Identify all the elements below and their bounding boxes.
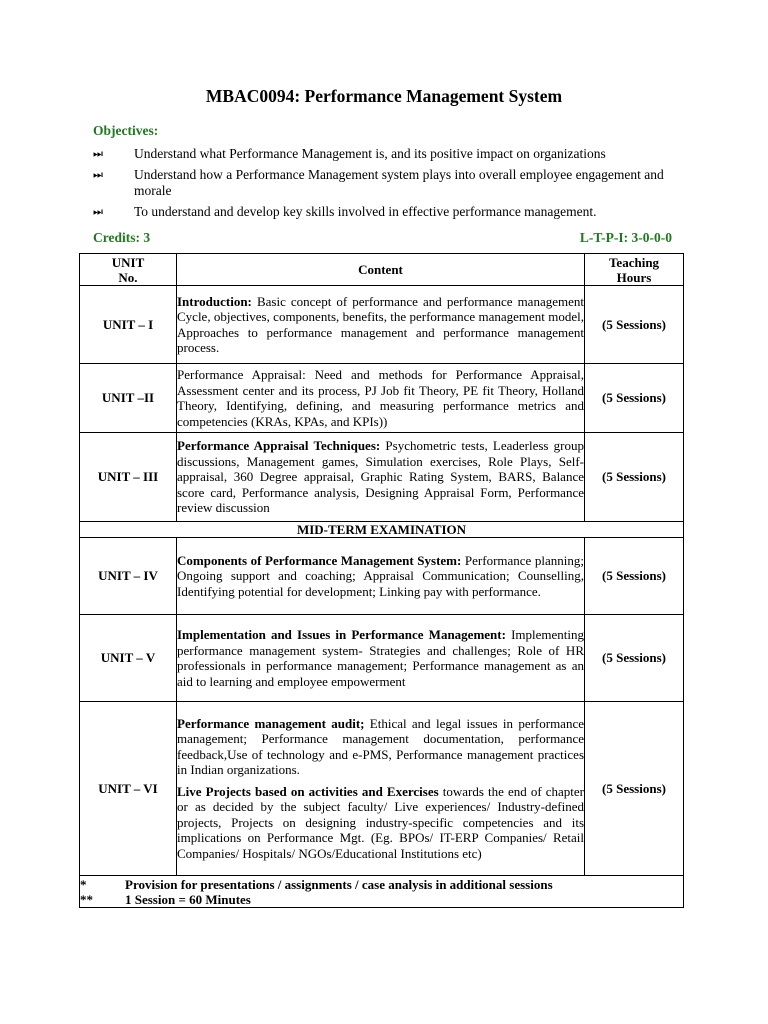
unit-hours: (5 Sessions) — [585, 702, 684, 876]
table-row — [80, 702, 684, 876]
midterm-label: MID-TERM EXAMINATION — [80, 522, 684, 538]
header-unit: UNIT No. — [80, 254, 177, 286]
table-row — [80, 286, 684, 364]
objectives-heading: Objectives: — [93, 123, 159, 138]
note-item: * Provision for presentations / assignments / case analysis in additional sessions — [80, 876, 553, 892]
unit-hours: (5 Sessions) — [585, 538, 684, 615]
midterm-row — [80, 522, 684, 538]
unit-label: UNIT –II — [80, 364, 177, 433]
objective-text: Understand how a Performance Management system plays into overall employee engagement and morale — [134, 167, 664, 198]
objective-item — [93, 204, 683, 220]
unit-label: UNIT – V — [80, 615, 177, 702]
unit-content: Performance management audit; Ethical and legal issues in performance management; Performance management documentation, performance feedback,Use of technology and e-PMS, Performance management practices in Indian organizations. Live Projects based on activities and Exercises towards the end of chapter or as decided by the subject faculty/ Live experiences/ Industry-defined projects, Projects on designing industry-specific competencies and its implications on Performance Mgt. (Eg. BPOs/ IT-ERP Companies/ Retail Companies/ Hospitals/ NGOs/Educational Institutions etc) — [177, 702, 585, 876]
table-row — [80, 615, 684, 702]
objective-text: Understand what Performance Management is, and its positive impact on organizations — [134, 146, 606, 161]
unit-label: UNIT – IV — [80, 538, 177, 615]
table-row — [80, 538, 684, 615]
credits-label: Credits: 3 — [93, 230, 151, 245]
unit-hours: (5 Sessions) — [585, 615, 684, 702]
unit-hours: (5 Sessions) — [585, 286, 684, 364]
unit-content: Implementation and Issues in Performance Management: Implementing performance management system- Strategies and challenges; Role of HR professionals in performance management; Performance management as an aid to learning and employee empowerment — [177, 615, 585, 702]
unit-label: UNIT – I — [80, 286, 177, 364]
table-header-row — [80, 254, 684, 286]
unit-content: Performance Appraisal: Need and methods for Performance Appraisal, Assessment center and its process, PJ Job fit Theory, PE fit Theory, Holland Theory, Identifying, defining, and measuring performance metrics and competencies (KRAs, KPAs, and KPIs)) — [177, 364, 585, 433]
double-arrow-bullet-icon: ⏭ — [93, 169, 103, 181]
unit-content: Components of Performance Management System: Performance planning; Ongoing support and coaching; Appraisal Communication; Counselling, Identifying potential for development; Linking pay with performance. — [177, 538, 585, 615]
unit-content: Introduction: Basic concept of performance and performance management Cycle, objectives, components, benefits, the performance management model, Approaches to performance management and performance management process. — [177, 286, 585, 364]
page-title: MBAC0094: Performance Management System — [205, 86, 563, 106]
notes-cell — [80, 876, 684, 908]
notes-row — [80, 876, 684, 908]
header-content: Content — [177, 254, 585, 286]
table-row — [80, 433, 684, 522]
unit-content: Performance Appraisal Techniques: Psychometric tests, Leaderless group discussions, Management games, Simulation exercises, Role Plays, Self-appraisal, 360 Degree appraisal, Graphic Rating System, BARS, Balance score card, Performance analysis, Designing Appraisal Form, Performance review discussion — [177, 433, 585, 522]
unit-label: UNIT – VI — [80, 702, 177, 876]
unit-hours: (5 Sessions) — [585, 433, 684, 522]
objectives-list — [93, 146, 683, 225]
header-hours: Teaching Hours — [585, 254, 684, 286]
unit-hours: (5 Sessions) — [585, 364, 684, 433]
note-item: ** 1 Session = 60 Minutes — [80, 891, 251, 907]
double-arrow-bullet-icon: ⏭ — [93, 206, 103, 218]
objective-item — [93, 146, 683, 162]
objective-item — [93, 167, 683, 199]
objective-text: To understand and develop key skills involved in effective performance management. — [134, 204, 597, 219]
syllabus-table — [79, 253, 684, 908]
unit-label: UNIT – III — [80, 433, 177, 522]
ltpi-label: L-T-P-I: 3-0-0-0 — [579, 230, 672, 245]
table-row — [80, 364, 684, 433]
double-arrow-bullet-icon: ⏭ — [93, 148, 103, 160]
